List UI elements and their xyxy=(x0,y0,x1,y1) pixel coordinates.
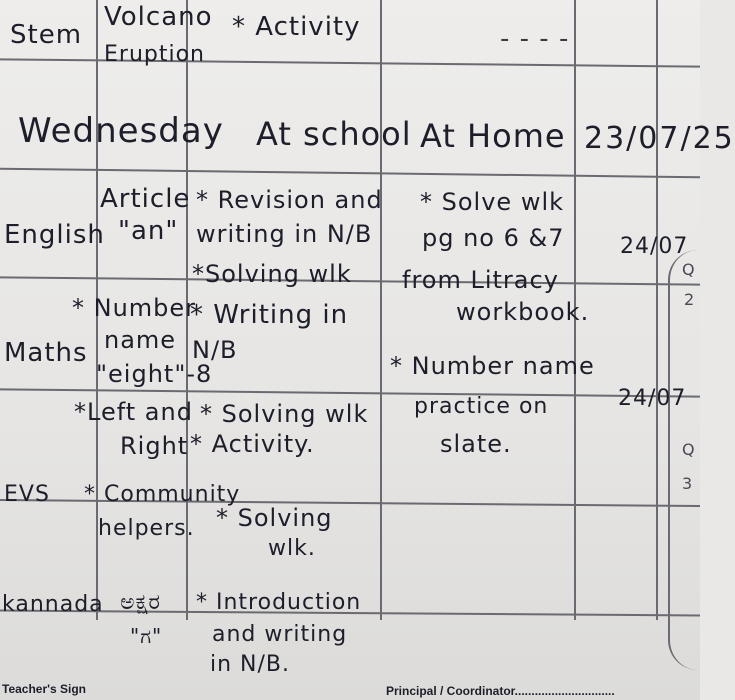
maths-home-line1: * Number name xyxy=(390,352,595,380)
maths-school-line2: N/B xyxy=(192,336,238,364)
margin-mark: 2 xyxy=(684,290,695,309)
maths-date: 24/07 xyxy=(618,386,687,411)
kannada-topic-line1: ಅಕ್ಷರ xyxy=(120,590,162,615)
stem-activity: * Activity xyxy=(232,12,361,42)
kannada-school-line3: in N/B. xyxy=(210,652,291,677)
stem-topic-line2: Eruption xyxy=(104,42,205,67)
day-name: Wednesday xyxy=(18,111,224,151)
english-school-line2: writing in N/B xyxy=(196,220,373,248)
evs-topic-line1: * Community xyxy=(84,482,241,507)
column-divider xyxy=(380,0,382,620)
maths-topic-line3: "eight"-8 xyxy=(96,360,213,388)
maths-home-line3: slate. xyxy=(440,430,512,458)
maths-topic2-line2: Right xyxy=(120,432,189,460)
english-date: 24/07 xyxy=(620,234,689,259)
page-curl xyxy=(668,250,700,670)
at-school-heading: At school xyxy=(256,115,412,153)
subject-maths: Maths xyxy=(4,338,88,368)
kannada-school-line1: * Introduction xyxy=(196,590,362,615)
subject-evs: EVS xyxy=(4,482,50,507)
english-school-line1: * Revision and xyxy=(196,186,383,214)
english-home-line1: * Solve wlk xyxy=(420,188,565,216)
english-home-line4: workbook. xyxy=(456,298,590,326)
maths-school2-line1: * Solving wlk xyxy=(200,400,369,428)
margin-mark: Q xyxy=(682,440,695,459)
subject-stem: Stem xyxy=(10,20,83,50)
maths-school-line1: * Writing in xyxy=(190,300,349,330)
english-topic-line1: Article xyxy=(100,184,191,214)
row-divider xyxy=(0,388,700,397)
stem-home-dash: - - - - xyxy=(500,24,570,54)
principal-label: Principal / Coordinator.............................. xyxy=(386,684,615,698)
english-topic-line2: "an" xyxy=(118,216,179,246)
margin-mark: 3 xyxy=(682,474,693,493)
header-date: 23/07/25 xyxy=(584,121,735,156)
evs-school-line2: wlk. xyxy=(268,536,316,561)
stem-topic-line1: Volcano xyxy=(104,2,213,32)
column-divider xyxy=(656,0,658,620)
subject-english: English xyxy=(4,220,105,250)
evs-topic-line2: helpers. xyxy=(98,516,195,541)
at-home-heading: At Home xyxy=(420,117,566,155)
english-home-line2: pg no 6 &7 xyxy=(422,224,565,252)
margin-mark: Q xyxy=(682,260,695,279)
maths-home-line2: practice on xyxy=(414,394,549,419)
subject-kannada: kannada xyxy=(2,592,104,617)
maths-topic-line2: name xyxy=(104,326,177,354)
row-divider xyxy=(0,168,700,179)
evs-school-line1: * Solving xyxy=(216,504,333,532)
maths-school2-line2: * Activity. xyxy=(190,430,315,458)
kannada-school-line2: and writing xyxy=(212,622,348,647)
english-home-line3: from Litracy xyxy=(402,266,559,294)
english-school-line3: *Solving wlk xyxy=(192,260,352,288)
maths-topic-line1: * Number xyxy=(72,294,197,322)
maths-topic2-line1: *Left and xyxy=(74,398,193,426)
teacher-sign-label: Teacher's Sign xyxy=(2,682,86,696)
kannada-topic-line2: "ಗ" xyxy=(130,624,163,648)
